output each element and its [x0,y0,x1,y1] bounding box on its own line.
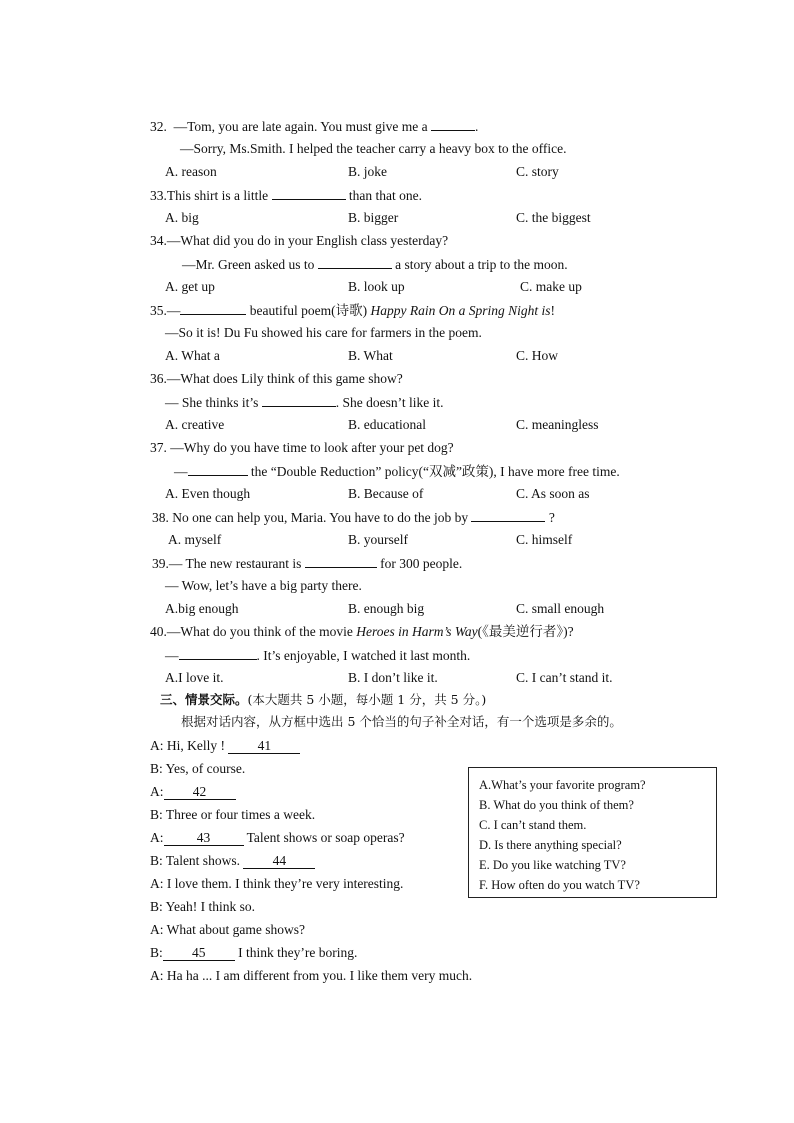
answer-blank [179,647,257,660]
section3-instruction: 根据对话内容，从方框中选出 5 个恰当的句子补全对话，有一个选项是多余的。 [181,714,622,729]
q36-option-c: C. meaningless [516,417,599,432]
q32-option-a: A. reason [165,164,217,179]
answer-blank-41: 41 [228,739,300,754]
answer-blank [471,509,545,522]
q37-stem: 37. —Why do you have time to look after your pet dog? [150,440,454,455]
q37-option-b: B. Because of [348,486,424,501]
q36-line2: — She thinks it’s . She doesn’t like it. [165,395,444,410]
q36-option-b: B. educational [348,417,426,432]
q33-stem: 33.This shirt is a little than that one. [150,188,422,203]
dialogue-line-10: B: 45 I think they’re boring. [150,945,358,960]
q36-number: 36. [150,371,167,386]
choice-b: B. What do you think of them? [479,798,634,812]
choices-box [468,767,717,898]
q40-number: 40. [150,624,167,639]
dialogue-line-3: A: 42 [150,784,236,800]
dialogue-line-6: B: Talent shows. 44 [150,853,315,869]
dialogue-line-5: A: 43 Talent shows or soap operas? [150,830,405,845]
q32-option-c: C. story [516,164,559,179]
q38-option-c: C. himself [516,532,573,547]
dialogue-line-2: B: Yes, of course. [150,761,246,776]
dialogue-line-7: A: I love them. I think they’re very interesting. [150,876,404,891]
section3-note: (本大题共 5 小题，每小题 1 分，共 5 分。) [247,692,487,707]
q38-option-a: A. myself [168,532,222,547]
q38-stem: 38. No one can help you, Maria. You have to do the job by ? [152,510,555,525]
answer-blank-44: 44 [243,854,315,869]
answer-blank [188,463,248,476]
q34-number: 34. [150,233,167,248]
q36-option-a: A. creative [165,417,225,432]
dialogue-line-11: A: Ha ha ... I am different from you. I like them very much. [150,968,473,983]
q34-option-b: B. look up [348,279,405,294]
q32-line2: —Sorry, Ms.Smith. I helped the teacher carry a heavy box to the office. [180,141,567,156]
q39-option-a: A.big enough [165,601,239,616]
q32-number: 32. [150,119,167,134]
choice-d: D. Is there anything special? [479,838,622,852]
q40-option-b: B. I don’t like it. [348,670,438,685]
answer-blank [262,394,336,407]
q35-line2: —So it is! Du Fu showed his care for farmers in the poem. [165,325,482,340]
choice-c: C. I can’t stand them. [479,818,587,832]
q38-number: 38. [152,510,169,525]
q34-option-c: C. make up [520,279,582,294]
answer-blank [431,118,475,131]
q40-option-a: A.I love it. [165,670,224,685]
q33-option-b: B. bigger [348,210,399,225]
q35-option-c: C. How [516,348,559,363]
q35-number: 35. [150,303,167,318]
q33-option-a: A. big [165,210,199,225]
q37-option-c: C. As soon as [516,486,590,501]
q37-number: 37. [150,440,167,455]
q39-line2: — Wow, let’s have a big party there. [165,578,362,593]
answer-blank-45: 45 [163,946,235,961]
answer-blank [180,302,246,315]
q39-option-c: C. small enough [516,601,605,616]
q37-option-a: A. Even though [165,486,251,501]
answer-blank-43: 43 [164,831,244,846]
q40-stem: 40.—What do you think of the movie Heroes in Harm’s Way(《最美逆行者》)? [150,624,574,639]
q39-stem: 39.— The new restaurant is for 300 people. [152,556,463,571]
q34-option-a: A. get up [165,279,215,294]
dialogue-line-4: B: Three or four times a week. [150,807,316,822]
choice-f: F. How often do you watch TV? [479,878,640,892]
q34-stem: 34.—What did you do in your English class yesterday? [150,233,449,248]
q36-stem: 36.—What does Lily think of this game show? [150,371,403,386]
q39-number: 39. [152,556,169,571]
dialogue-line-9: A: What about game shows? [150,922,305,937]
q32-stem: 32. —Tom, you are late again. You must give me a . [150,119,479,134]
dialogue-line-1: A: Hi, Kelly ! 41 [150,738,300,754]
answer-blank-42: 42 [164,785,236,800]
answer-blank [318,256,392,269]
answer-blank [305,555,377,568]
q40-option-c: C. I can’t stand it. [516,670,613,685]
choice-e: E. Do you like watching TV? [479,858,626,872]
q39-option-b: B. enough big [348,601,425,616]
q33-number: 33. [150,188,167,203]
q32-option-b: B. joke [348,164,387,179]
q35-stem: 35.— beautiful poem(诗歌) Happy Rain On a Spring Night is! [150,303,555,318]
answer-blank [272,187,346,200]
q38-option-b: B. yourself [348,532,408,547]
choice-a: A.What’s your favorite program? [479,778,646,792]
q34-line2: —Mr. Green asked us to a story about a trip to the moon. [182,257,568,272]
q40-line2: — . It’s enjoyable, I watched it last month. [165,648,471,663]
q35-option-a: A. What a [165,348,220,363]
q33-option-c: C. the biggest [516,210,591,225]
q35-option-b: B. What [348,348,393,363]
dialogue-line-8: B: Yeah! I think so. [150,899,256,914]
section3-title: 三、情景交际。 [160,692,248,707]
q37-line2: — the “Double Reduction” policy(“双减”政策), I have more free time. [174,464,620,479]
section3-heading [160,692,486,708]
